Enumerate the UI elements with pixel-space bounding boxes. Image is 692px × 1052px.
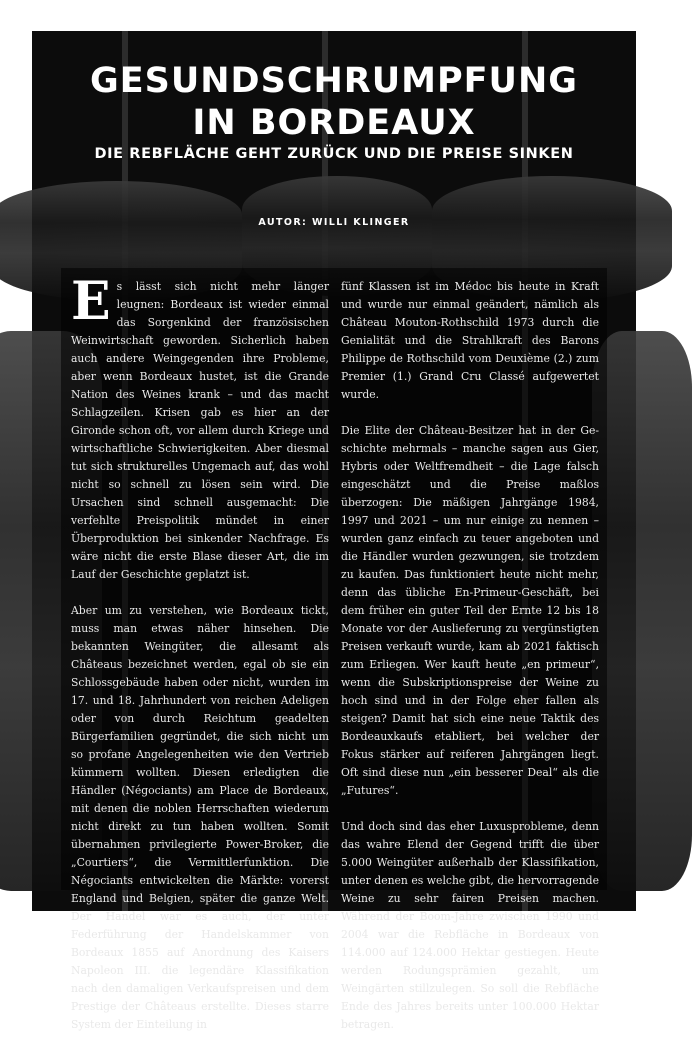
magazine-page [32, 31, 636, 1031]
paragraph: Aber um zu verstehen, wie Bordeaux tickt, muss man etwas näher hinsehen. Die bekannten Weingüter, die allesamt als Châteaus bezeichnet werden, egal ob sie ein Schlossgebäude haben oder nicht, wurden im 17. und 18. Jahrhundert von reichen Adeligen oder von durch Reichtum geadelten Bürgerfamilien gegründet, die sich nicht um so profane Angelegenheiten wie den Vertrieb kümmern wollten. Diesen erledigten die Händler (Négociants) am Place de Bordeaux, mit denen die noblen Herrschaften wiederum nicht direkt zu tun haben wollten. Somit übernahmen privilegierte Power-Broker, die „Courtiers“, die Vermittlerfunktion. Die Négociants entwickelten die Märkte: vorerst England und Belgien, später die ganze Welt. Der Handel war es auch, der unter Federführung der Handelskammer von Bordeaux 1855 auf Anordnung des Kaisers Napoleon III. die legendäre Klassifikation nach den damaligen Verkaufspreisen und dem Prestige der Châteaus erstellte. Dieses starre System der Einteilung in [71, 604, 329, 1031]
author-byline: AUTOR: WILLI KLINGER [258, 217, 410, 228]
paragraph: Die Elite der Château-Besitzer hat in der Geschichte mehrmals – manche sagen aus Gier, Hybris oder Weltfremdheit – die Lage falsch eingeschätzt und die Preise maßlos überzogen: Die mäßigen Jahrgänge 1984, 1997 und 2021 – um nur einige zu nennen – wurden ganz einfach zu teuer angeboten und die Händler wurden gezwungen, sie trotzdem zu kaufen. Das funktioniert heute nicht mehr, denn das übliche En-Primeur-Geschäft, bei dem früher ein guter Teil der Ernte 12 bis 18 Monate vor der Auslieferung zu vergünstigten Preisen verkauft wurde, kam ab 2021 faktisch zum Erliegen. Wer kauft heute „en primeur“, wenn die Subskriptionspreise der Weine zu hoch sind und in der Folge eher fallen als steigen? Damit hat sich eine neue Taktik des Bordeauxkaufs etabliert, bei welcher der Fokus stärker auf reiferen Jahrgängen liegt. Oft sind diese nun „ein besserer Deal“ als die „Futures“. [341, 424, 599, 797]
article-body [61, 268, 607, 1031]
article-title-line-2: IN BORDEAUX [192, 103, 476, 143]
paragraph-text: s lässt sich nicht mehr länger leugnen: Bordeaux ist wieder einmal das Sorgenkind der französischen Weinwirtschaft geworden. Sicherlich haben auch andere Weingegenden ihre Probleme, aber wenn Bordeaux hustet, ist die Grande Nation des Weines krank – und das macht Schlagzeilen. Krisen gab es hier an der Gironde schon oft, vor allem durch Kriege und wirtschaftliche Schwierigkeiten. Aber diesmal tut sich strukturelles Ungemach auf, das wohl nicht so schnell zu lösen sein wird. Die Ursachen sind schnell ausgemacht: Die verfehlte Preispolitik mündet in einer Überproduktion bei sinkender Nachfrage. Es wäre nicht die erste Blase dieser Art, die im Lauf der Geschichte geplatzt ist. [71, 280, 329, 581]
drop-cap: E [71, 271, 111, 332]
text-column-right [341, 278, 599, 1052]
barrel-background-image [592, 331, 692, 891]
article-subtitle: DIE REBFLÄCHE GEHT ZURÜCK UND DIE PREISE SINKEN [94, 146, 574, 162]
paragraph: fünf Klassen ist im Médoc bis heute in Kraft und wurde nur einmal geändert, nämlich als Château Mouton-Rothschild 1973 durch die Genialität und die Strahlkraft des Barons Philippe de Rothschild vom Deuxième (2.) zum Premier (1.) Grand Cru Classé aufgewertet wurde. [341, 280, 599, 401]
article-title [32, 60, 636, 144]
paragraph: Und doch sind das eher Luxusprobleme, denn das wahre Elend der Gegend trifft die über 5.000 Weingüter außerhalb der Klassifikation, unter denen es welche gibt, die hervorragende Weine zu sehr fairen Preisen machen. Während der Boom-Jahre zwischen 1990 und 2004 war die Rebfläche in Bordeaux von 114.000 auf 124.000 Hektar gestiegen. Heute werden Rodungsprämien gezahlt, um Weingärten stillzulegen. So soll die Rebfläche Ende des Jahres bereits unter 100.000 Hektar betragen. [341, 820, 599, 1031]
paragraph [71, 271, 329, 584]
text-column-left [71, 271, 329, 1052]
article-title-line-1: GESUNDSCHRUMPFUNG [90, 61, 578, 101]
